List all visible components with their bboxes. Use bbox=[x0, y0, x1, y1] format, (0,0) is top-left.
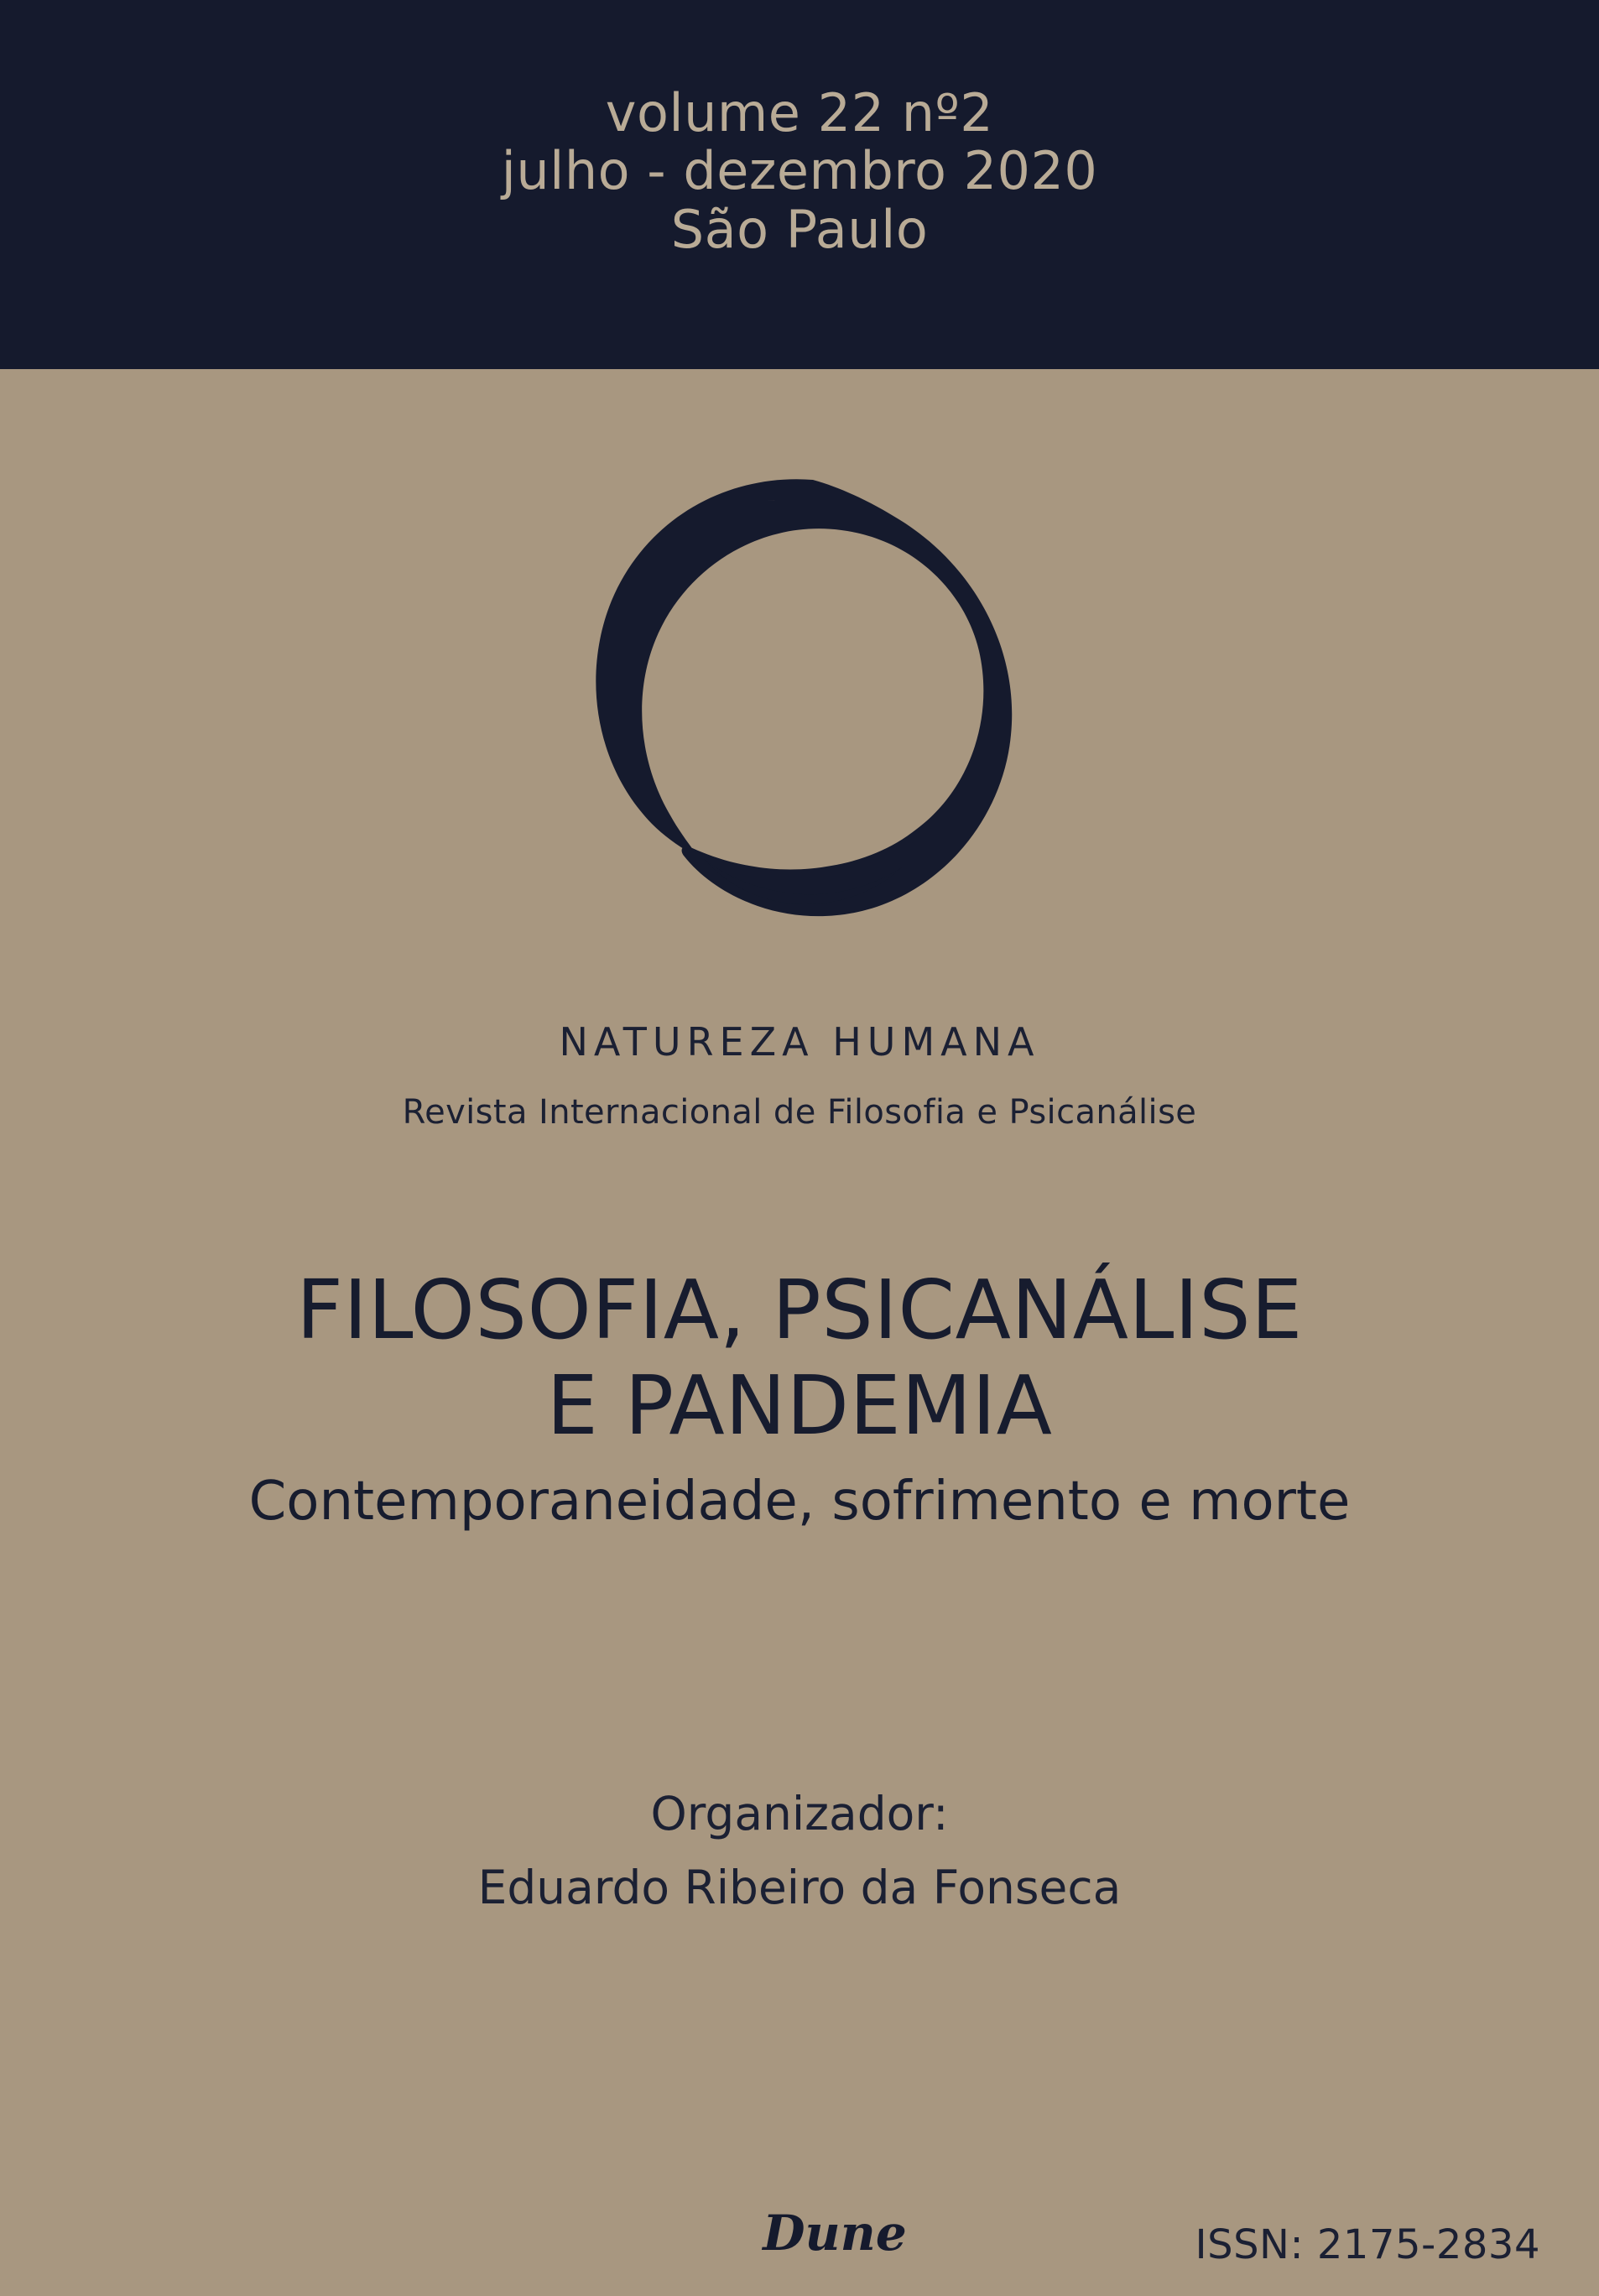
volume-text: volume 22 nº2 bbox=[605, 82, 994, 143]
title-line-2: E PANDEMIA bbox=[546, 1358, 1053, 1454]
organizer-credit bbox=[0, 1787, 1599, 1914]
title-line-1: FILOSOFIA, PSICANÁLISE bbox=[296, 1263, 1303, 1357]
publisher-wordmark-icon bbox=[726, 2198, 944, 2273]
organizer-label: Organizador: bbox=[650, 1787, 949, 1840]
enso-brush-circle-logo bbox=[565, 470, 1034, 956]
journal-name: NATUREZA HUMANA bbox=[559, 1019, 1040, 1065]
period-text: julho - dezembro 2020 bbox=[501, 140, 1098, 202]
header-band bbox=[0, 0, 1599, 369]
journal-identity bbox=[0, 1019, 1599, 1132]
organizer-name: Eduardo Ribeiro da Fonseca bbox=[477, 1861, 1122, 1914]
issn-text: ISSN: 2175-2834 bbox=[1195, 2221, 1540, 2268]
logo-container bbox=[0, 470, 1599, 956]
journal-subtitle: Revista Internacional de Filosofia e Psicanálise bbox=[402, 1093, 1197, 1132]
svg-text:Dune: Dune bbox=[763, 2205, 907, 2262]
title-subtitle: Contemporaneidade, sofrimento e morte bbox=[248, 1470, 1351, 1533]
city-text: São Paulo bbox=[670, 198, 929, 260]
issue-title bbox=[0, 1263, 1599, 1534]
